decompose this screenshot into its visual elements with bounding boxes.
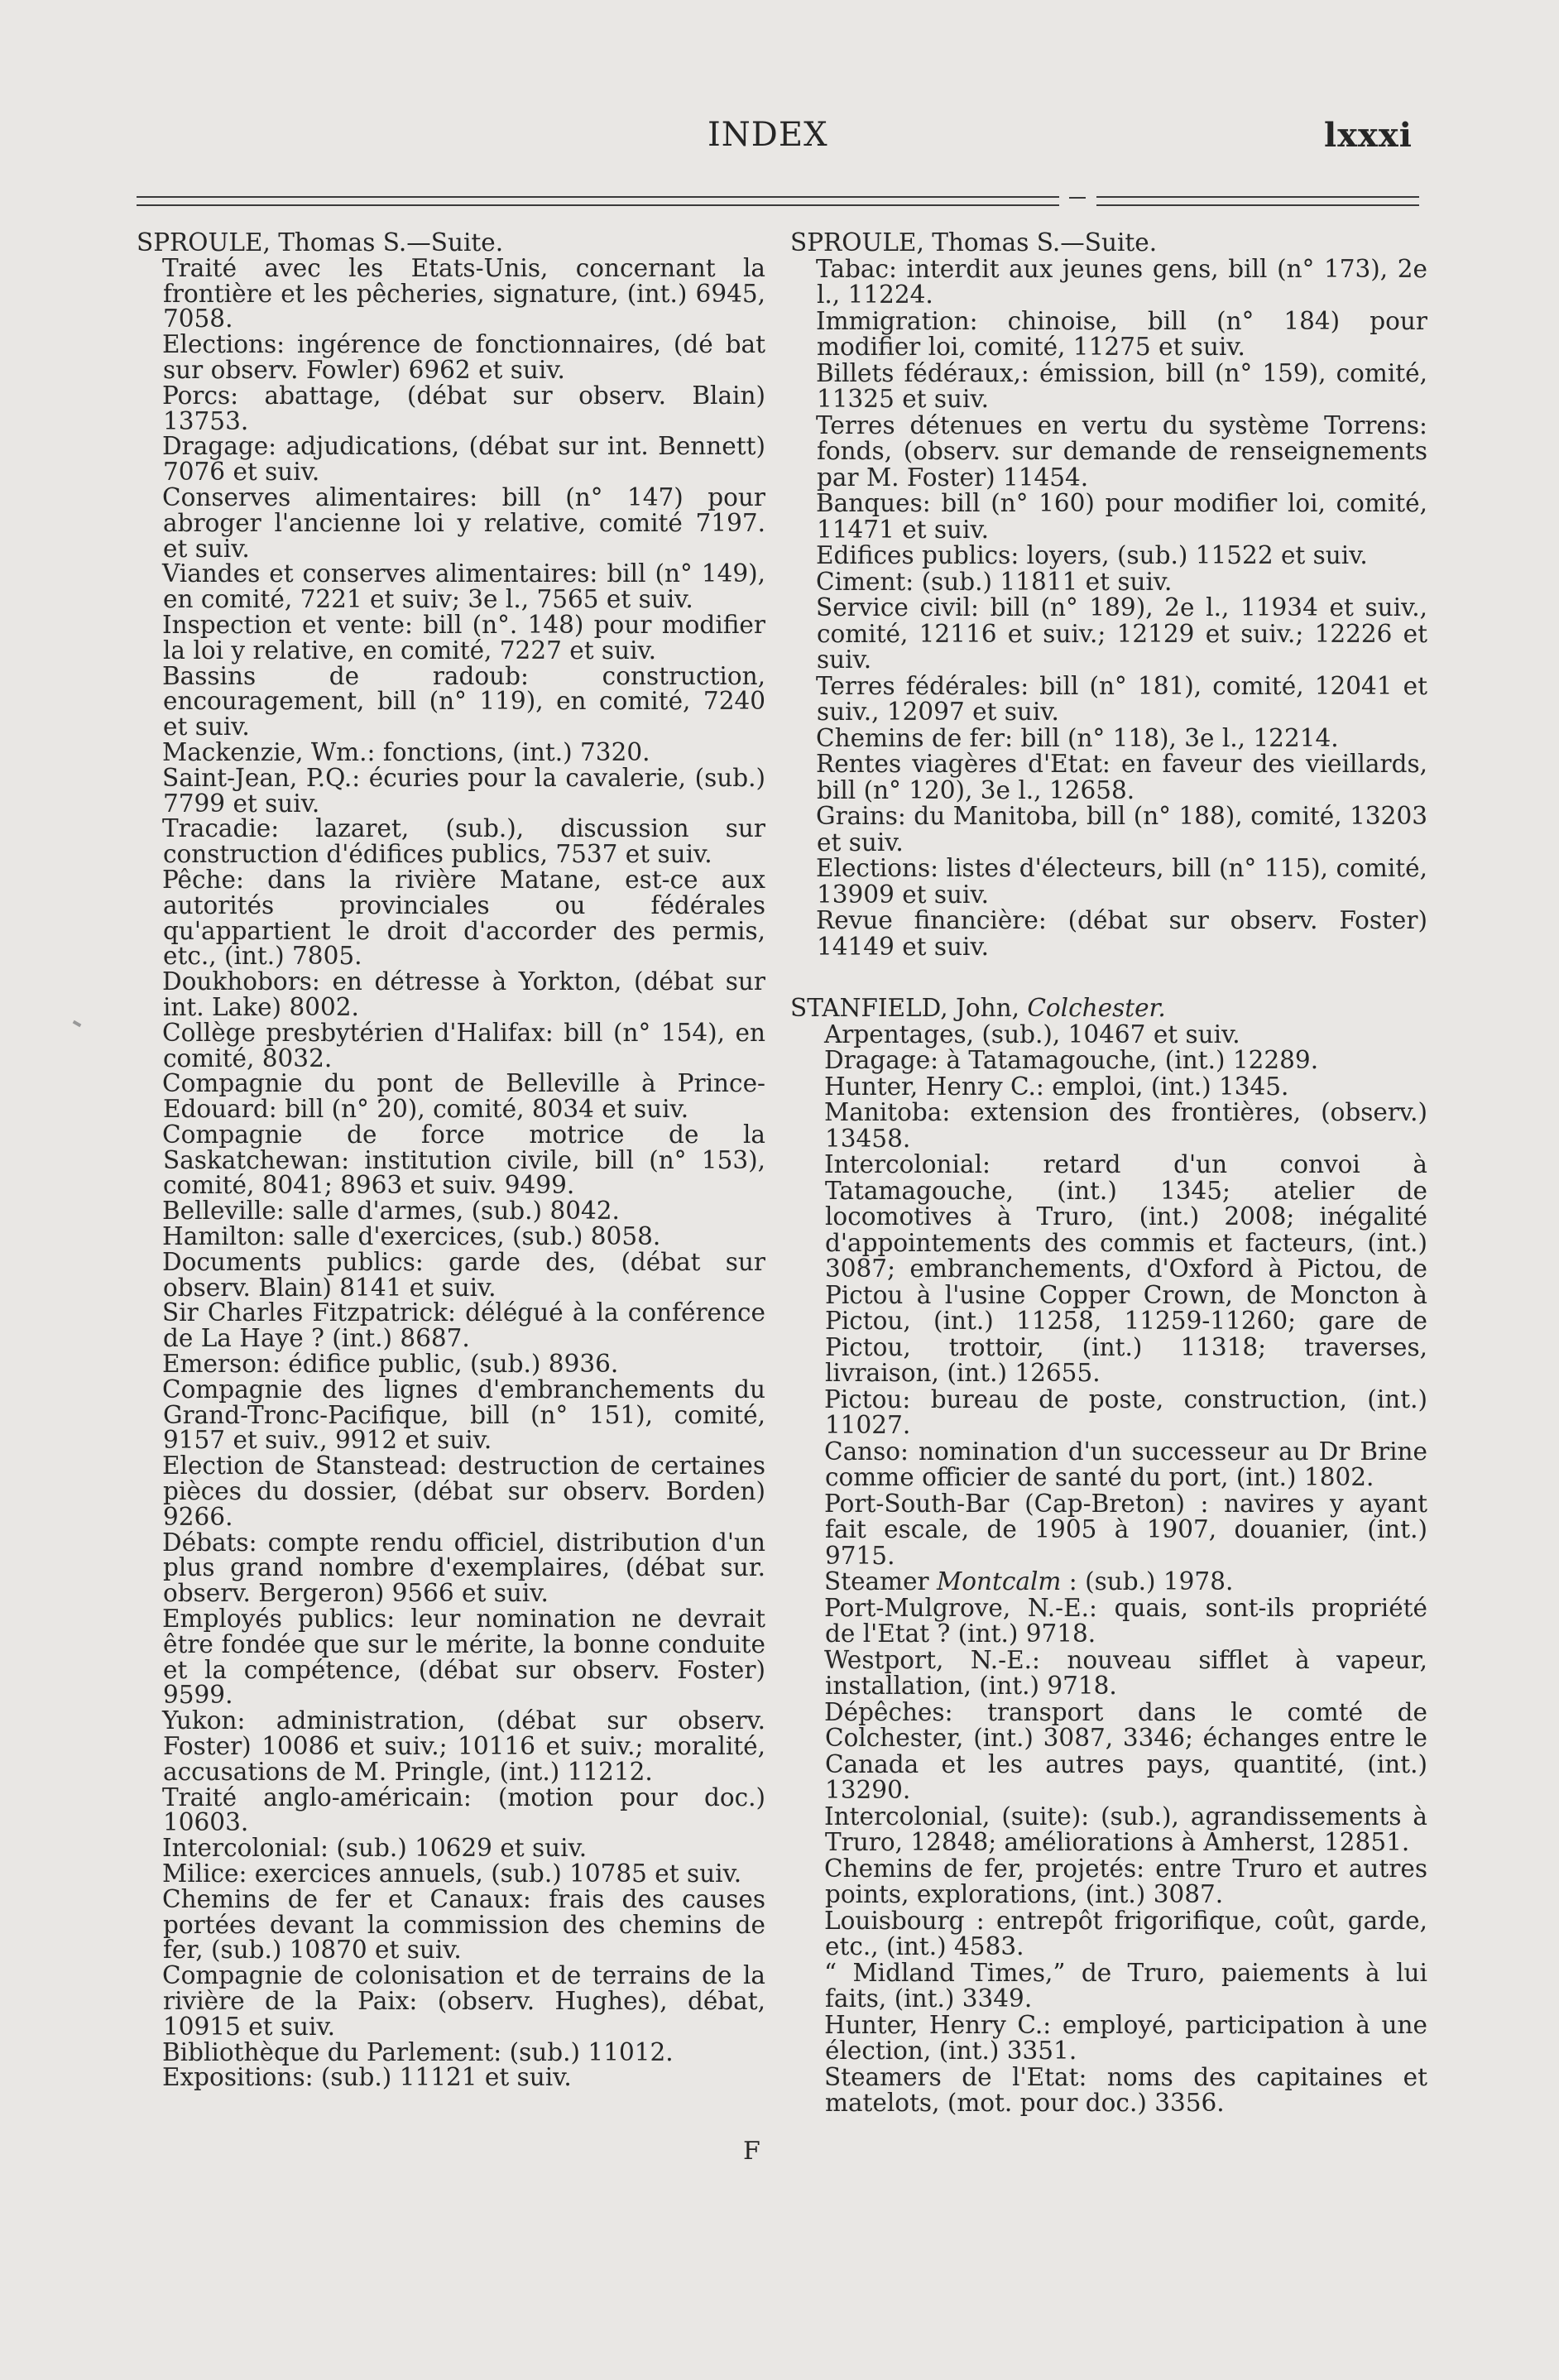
- header-rule-top: [137, 196, 1419, 198]
- stanfield-heading: [790, 996, 1427, 1022]
- index-entry: Hunter, Henry C.: employé, participation à une élection, (int.) 3351.: [824, 2010, 1427, 2065]
- index-entry: Ciment: (sub.) 11811 et suiv.: [816, 567, 1173, 596]
- index-entry: Employés publics: leur nomination ne devrait être fondée que sur le mérite, la bonne conduite et la compétence, (débat sur observ. Foster) 9599.: [162, 1605, 765, 1710]
- stanfield-entry-list-2: [790, 1595, 1427, 2117]
- index-entry: Yukon: administration, (débat sur observ. Foster) 10086 et suiv.; 10116 et suiv.; moralité, accusations de M. Pringle, (int.) 11212.: [162, 1706, 765, 1786]
- right-heading: SPROULE, Thomas S.—Suite.: [790, 228, 1158, 257]
- index-entry: Chemins de fer: bill (n° 118), 3e l., 12214.: [816, 723, 1339, 752]
- margin-mark: [73, 1020, 82, 1027]
- index-entry: Louisbourg : entrepôt frigorifique, coût, garde, etc., (int.) 4583.: [824, 1906, 1427, 1960]
- index-entry: Compagnie du pont de Belleville à Prince-Edouard: bill (n° 20), comité, 8034 et suiv.: [162, 1069, 765, 1124]
- index-entry: Emerson: édifice public, (sub.) 8936.: [162, 1350, 619, 1379]
- steamer-rest: : (sub.) 1978.: [1068, 1567, 1234, 1595]
- left-entry-list: [137, 253, 765, 2092]
- signature-mark: F: [743, 2137, 760, 2166]
- index-entry: Compagnie de force motrice de la Saskatchewan: institution civile, bill (n° 153), comité, 8041; 8963 et suiv. 9499.: [162, 1120, 765, 1200]
- index-entry: Rentes viagères d'Etat: en faveur des vieillards, bill (n° 120), 3e l., 12658.: [816, 750, 1427, 804]
- index-entry: Service civil: bill (n° 189), 2e l., 11934 et suiv., comité, 12116 et suiv.; 12129 et suiv.; 12226 et suiv.: [816, 593, 1427, 674]
- steamer-name: Montcalm: [937, 1567, 1062, 1595]
- index-entry: Doukhobors: en détresse à Yorkton, (débat sur int. Lake) 8002.: [162, 967, 765, 1021]
- index-entry: Revue financière: (débat sur observ. Foster) 14149 et suiv.: [816, 906, 1427, 961]
- index-entry: Chemins de fer et Canaux: frais des causes portées devant la commission des chemins de fer, (sub.) 10870 et suiv.: [162, 1884, 765, 1965]
- index-entry: Débats: compte rendu officiel, distribution d'un plus grand nombre d'exemplaires, (débat sur. observ. Bergeron) 9566 et suiv.: [162, 1528, 765, 1608]
- index-entry: Hamilton: salle d'exercices, (sub.) 8058.: [162, 1222, 661, 1251]
- page-number: lxxxi: [1324, 116, 1413, 155]
- index-entry: Terres fédérales: bill (n° 181), comité, 12041 et suiv., 12097 et suiv.: [816, 671, 1427, 726]
- index-entry: Dragage: à Tatamagouche, (int.) 12289.: [824, 1046, 1319, 1074]
- index-entry: Pêche: dans la rivière Matane, est-ce aux autorités provinciales ou fédérales qu'appartient le droit d'accorder des permis, etc., (int.) 7805.: [162, 865, 765, 971]
- index-entry: Bassins de radoub: construction, encouragement, bill (n° 119), en comité, 7240 et suiv.: [162, 661, 765, 741]
- right-column: [790, 230, 1427, 2117]
- index-entry: Arpentages, (sub.), 10467 et suiv.: [824, 1020, 1240, 1048]
- index-entry: Conserves alimentaires: bill (n° 147) pour abroger l'ancienne loi y relative, comité 7197. et suiv.: [162, 482, 765, 563]
- index-entry: Intercolonial: (sub.) 10629 et suiv.: [162, 1834, 588, 1863]
- index-entry: Port-South-Bar (Cap-Breton) : navires y ayant fait escale, de 1905 à 1907, douanier, (int.) 9715.: [824, 1489, 1427, 1570]
- header-rule-mark: [1069, 197, 1086, 199]
- index-entry: Pictou: bureau de poste, construction, (int.) 11027.: [824, 1384, 1427, 1439]
- index-entry: Grains: du Manitoba, bill (n° 188), comité, 13203 et suiv.: [816, 802, 1427, 857]
- section-gap: [790, 960, 1427, 996]
- index-entry: Hunter, Henry C.: emploi, (int.) 1345.: [824, 1072, 1289, 1101]
- index-entry: Manitoba: extension des frontières, (observ.) 13458.: [824, 1098, 1427, 1153]
- index-entry: Sir Charles Fitzpatrick: délégué à la conférence de La Haye ? (int.) 8687.: [162, 1298, 765, 1353]
- left-column: [137, 230, 765, 2090]
- index-entry: Bibliothèque du Parlement: (sub.) 11012.: [162, 2037, 674, 2066]
- stanfield-place: Colchester.: [1027, 994, 1166, 1022]
- index-entry: Tracadie: lazaret, (sub.), discussion sur construction d'édifices publics, 7537 et suiv.: [162, 814, 765, 869]
- index-entry: Chemins de fer, projetés: entre Truro et autres points, explorations, (int.) 3087.: [824, 1854, 1427, 1908]
- right-entry-list: [790, 254, 1427, 961]
- left-heading: SPROULE, Thomas S.—Suite.: [137, 228, 504, 257]
- index-entry: Compagnie de colonisation et de terrains de la rivière de la Paix: (observ. Hughes), débat, 10915 et suiv.: [162, 1961, 765, 2041]
- index-entry: Viandes et conserves alimentaires: bill (n° 149), en comité, 7221 et suiv; 3e l., 7565 et suiv.: [162, 559, 765, 614]
- index-entry: Election de Stanstead: destruction de certaines pièces du dossier, (débat sur observ. Borden) 9266.: [162, 1452, 765, 1531]
- index-entry: Expositions: (sub.) 11121 et suiv.: [162, 2063, 572, 2092]
- index-entry: Canso: nomination d'un successeur au Dr Brine comme officier de santé du port, (int.) 1802.: [824, 1437, 1427, 1491]
- index-entry: Intercolonial, (suite): (sub.), agrandissements à Truro, 12848; améliorations à Amherst, 12851.: [824, 1802, 1427, 1856]
- index-entry: Documents publics: garde des, (débat sur observ. Blain) 8141 et suiv.: [162, 1247, 765, 1302]
- index-entry: Saint-Jean, P.Q.: écuries pour la cavalerie, (sub.) 7799 et suiv.: [162, 763, 765, 818]
- index-entry: Dépêches: transport dans le comté de Colchester, (int.) 3087, 3346; échanges entre le Canada et les autres pays, quantité, (int.) 13290.: [824, 1697, 1427, 1804]
- steamer-montcalm-entry: [790, 1569, 1427, 1595]
- header-rule-gap: [1059, 192, 1096, 210]
- stanfield-name: STANFIELD, John,: [790, 994, 1019, 1022]
- index-entry: Intercolonial: retard d'un convoi à Tatamagouche, (int.) 1345; atelier de locomotives à Truro, (int.) 2008; inégalité d'appointements des commis et facteurs, (int.) 3087; embranchements, d'Oxford à Pictou, de Pictou à l'usine Copper Crown, de Moncton à Pictou, (int.) 11258, 11259-11260; gare de Pictou, trottoir, (int.) 11318; traverses, livraison, (int.) 12655.: [824, 1150, 1427, 1387]
- index-entry: Billets fédéraux,: émission, bill (n° 159), comité, 11325 et suiv.: [816, 358, 1427, 413]
- steamer-prefix: Steamer: [824, 1567, 929, 1595]
- index-entry: Compagnie des lignes d'embranchements du Grand-Tronc-Pacifique, bill (n° 151), comité, 9157 et suiv., 9912 et suiv.: [162, 1375, 765, 1455]
- index-entry: Mackenzie, Wm.: fonctions, (int.) 7320.: [162, 737, 650, 766]
- index-entry: Terres détenues en vertu du système Torrens: fonds, (observ. sur demande de renseignements par M. Foster) 11454.: [816, 410, 1427, 492]
- index-entry: Port-Mulgrove, N.-E.: quais, sont-ils propriété de l'Etat ? (int.) 9718.: [824, 1593, 1427, 1648]
- index-entry: Westport, N.-E.: nouveau sifflet à vapeur, installation, (int.) 9718.: [824, 1645, 1427, 1700]
- index-entry: Milice: exercices annuels, (sub.) 10785 et suiv.: [162, 1859, 742, 1888]
- index-entry: “ Midland Times,” de Truro, paiements à lui faits, (int.) 3349.: [824, 1958, 1427, 2013]
- index-entry: Dragage: adjudications, (débat sur int. Bennett) 7076 et suiv.: [162, 432, 765, 487]
- index-entry: Elections: listes d'électeurs, bill (n° 115), comité, 13909 et suiv.: [816, 854, 1427, 909]
- stanfield-entry-list-1: [790, 1022, 1427, 1570]
- index-entry: Elections: ingérence de fonctionnaires, (dé bat sur observ. Fowler) 6962 et suiv.: [162, 330, 765, 384]
- index-entry: Banques: bill (n° 160) pour modifier loi, comité, 11471 et suiv.: [816, 489, 1427, 544]
- index-entry: Traité anglo-américain: (motion pour doc.) 10603.: [162, 1783, 765, 1837]
- index-entry: Collège presbytérien d'Halifax: bill (n° 154), en comité, 8032.: [162, 1018, 765, 1072]
- index-entry: Traité avec les Etats-Unis, concernant la frontière et les pêcheries, signature, (int.) 6945, 7058.: [162, 253, 765, 333]
- index-entry: Immigration: chinoise, bill (n° 184) pour modifier loi, comité, 11275 et suiv.: [816, 306, 1427, 361]
- index-entry: Inspection et vente: bill (n°. 148) pour modifier la loi y relative, en comité, 7227 et suiv.: [162, 610, 765, 665]
- page-title: INDEX: [708, 116, 828, 154]
- index-entry: Steamers de l'Etat: noms des capitaines et matelots, (mot. pour doc.) 3356.: [824, 2062, 1427, 2117]
- index-entry: Edifices publics: loyers, (sub.) 11522 et suiv.: [816, 541, 1368, 569]
- index-entry: Porcs: abattage, (débat sur observ. Blain) 13753.: [162, 381, 765, 435]
- index-entry: Tabac: interdit aux jeunes gens, bill (n° 173), 2e l., 11224.: [816, 254, 1427, 309]
- index-entry: Belleville: salle d'armes, (sub.) 8042.: [162, 1197, 620, 1226]
- header-rule-bottom: [137, 204, 1419, 206]
